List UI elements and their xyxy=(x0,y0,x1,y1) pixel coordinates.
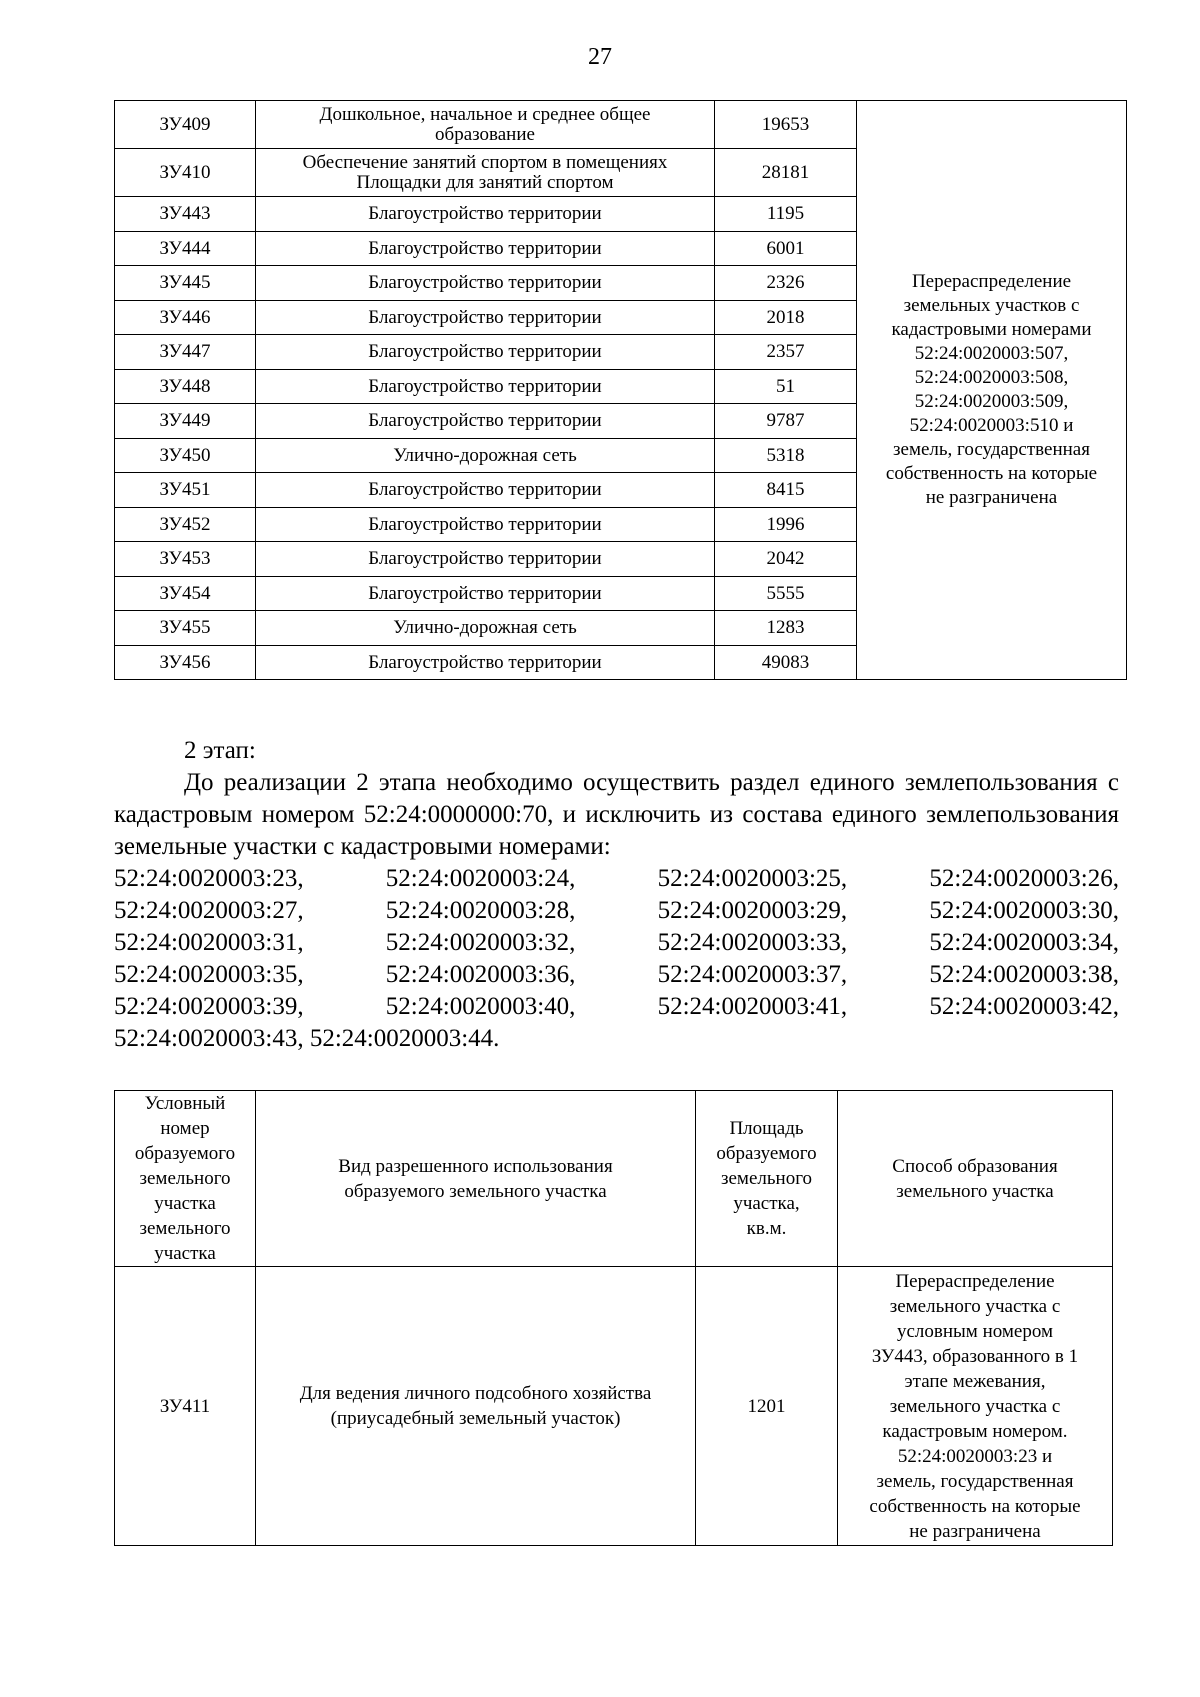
header-line: кв.м. xyxy=(746,1218,787,1239)
stage-title: 2 этап: xyxy=(184,737,256,764)
cadastral-row xyxy=(114,895,1119,927)
method-line: 52:24:0020003:508, xyxy=(914,367,1069,388)
parcel-use: Улично-дорожная сеть xyxy=(256,438,715,473)
cadastral-number: 52:24:0020003:32, xyxy=(385,929,576,956)
method-line: земель, государственная xyxy=(876,1470,1074,1492)
method-line: Перераспределение xyxy=(895,1270,1055,1292)
header-line: земельного xyxy=(720,1168,813,1189)
parcel-code: ЗУ448 xyxy=(115,369,256,404)
method-line: собственность на которые xyxy=(885,463,1098,484)
parcel-area: 1201 xyxy=(696,1267,838,1546)
method-line: земельных участков с xyxy=(903,295,1080,316)
cadastral-numbers-last-line: 52:24:0020003:43, 52:24:0020003:44. xyxy=(114,1025,500,1052)
parcel-code: ЗУ445 xyxy=(115,266,256,301)
cadastral-number: 52:24:0020003:39, xyxy=(114,993,304,1020)
parcel-use: Благоустройство территории xyxy=(256,404,715,439)
parcel-code: ЗУ446 xyxy=(115,300,256,335)
method-line: 52:24:0020003:507, xyxy=(914,343,1069,364)
cadastral-number: 52:24:0020003:35, xyxy=(114,961,304,988)
method-line: собственность на которые xyxy=(869,1495,1081,1517)
parcels-table-stage2 xyxy=(114,1090,1113,1546)
cadastral-row xyxy=(114,927,1119,959)
parcel-area: 2018 xyxy=(715,300,857,335)
parcel-use-line: Площадки для занятий спортом xyxy=(356,171,614,193)
parcel-area: 19653 xyxy=(715,101,857,149)
header-permitted-use xyxy=(256,1091,696,1267)
cadastral-row xyxy=(114,959,1119,991)
parcel-use: Благоустройство территории xyxy=(256,576,715,611)
method-line: 52:24:0020003:23 и xyxy=(897,1445,1053,1467)
method-line: земель, государственная xyxy=(893,439,1090,460)
parcel-code: ЗУ449 xyxy=(115,404,256,439)
parcel-code: ЗУ447 xyxy=(115,335,256,370)
parcel-use xyxy=(256,101,715,149)
table-row xyxy=(115,1267,1113,1546)
parcel-use: Благоустройство территории xyxy=(256,507,715,542)
header-parcel-number xyxy=(115,1091,256,1267)
parcel-method xyxy=(857,101,1127,680)
cadastral-number: 52:24:0020003:25, xyxy=(657,865,848,892)
parcel-area: 1996 xyxy=(715,507,857,542)
parcel-use-line: Дошкольное, начальное и среднее общее xyxy=(319,103,651,125)
parcel-area: 49083 xyxy=(715,645,857,680)
cadastral-number: 52:24:0020003:27, xyxy=(114,897,304,924)
method-line: условным номером xyxy=(896,1320,1054,1342)
parcel-area: 28181 xyxy=(715,149,857,197)
cadastral-numbers-list xyxy=(114,863,1119,1055)
method-line: ЗУ443, образованного в 1 xyxy=(871,1345,1079,1367)
parcel-code: ЗУ452 xyxy=(115,507,256,542)
cadastral-number: 52:24:0020003:31, xyxy=(114,929,304,956)
parcel-code: ЗУ409 xyxy=(115,101,256,149)
parcel-code: ЗУ456 xyxy=(115,645,256,680)
parcel-area: 9787 xyxy=(715,404,857,439)
parcel-code: ЗУ444 xyxy=(115,231,256,266)
cadastral-number: 52:24:0020003:28, xyxy=(385,897,576,924)
parcel-code: ЗУ451 xyxy=(115,473,256,508)
method-line: 52:24:0020003:509, xyxy=(914,391,1069,412)
method-line: 52:24:0020003:510 и xyxy=(909,415,1074,436)
method-line: земельного участка с xyxy=(889,1295,1061,1317)
cadastral-number: 52:24:0020003:41, xyxy=(657,993,848,1020)
header-line: земельного xyxy=(139,1168,231,1189)
header-line: участка xyxy=(154,1243,216,1264)
header-line: Площадь xyxy=(729,1118,804,1139)
parcel-use: Благоустройство территории xyxy=(256,266,715,301)
cadastral-number: 52:24:0020003:42, xyxy=(929,993,1119,1020)
header-line: номер xyxy=(160,1118,210,1139)
header-line: Способ образования xyxy=(892,1155,1058,1177)
parcel-area: 2326 xyxy=(715,266,857,301)
table-header-row xyxy=(115,1091,1113,1267)
parcel-use: Благоустройство территории xyxy=(256,473,715,508)
parcel-code: ЗУ455 xyxy=(115,611,256,646)
parcel-use: Благоустройство территории xyxy=(256,369,715,404)
parcel-area: 5318 xyxy=(715,438,857,473)
header-line: образуемого xyxy=(716,1143,817,1164)
cadastral-number: 52:24:0020003:40, xyxy=(385,993,576,1020)
header-line: образуемого земельного участка xyxy=(344,1180,607,1202)
header-line: земельного xyxy=(139,1218,231,1239)
parcel-area: 8415 xyxy=(715,473,857,508)
parcel-use xyxy=(256,149,715,197)
parcel-use: Благоустройство территории xyxy=(256,300,715,335)
cadastral-number: 52:24:0020003:38, xyxy=(929,961,1119,988)
parcel-method xyxy=(838,1267,1113,1546)
header-line: Вид разрешенного использования xyxy=(338,1155,613,1177)
header-formation-method xyxy=(838,1091,1113,1267)
page-number: 27 xyxy=(588,44,612,70)
parcel-code: ЗУ454 xyxy=(115,576,256,611)
header-line: земельного участка xyxy=(896,1180,1054,1202)
cadastral-row xyxy=(114,863,1119,895)
cadastral-number: 52:24:0020003:36, xyxy=(385,961,576,988)
cadastral-number: 52:24:0020003:24, xyxy=(385,865,576,892)
cadastral-number: 52:24:0020003:26, xyxy=(929,865,1119,892)
parcel-use: Благоустройство территории xyxy=(256,231,715,266)
cadastral-number: 52:24:0020003:34, xyxy=(929,929,1119,956)
parcel-area: 6001 xyxy=(715,231,857,266)
parcel-use-line: Обеспечение занятий спортом в помещениях xyxy=(302,151,668,173)
parcel-use: Благоустройство территории xyxy=(256,542,715,577)
method-line: Перераспределение xyxy=(911,271,1072,292)
header-line: Условный xyxy=(144,1093,226,1114)
parcel-area: 5555 xyxy=(715,576,857,611)
cadastral-number: 52:24:0020003:30, xyxy=(929,897,1119,924)
parcel-code: ЗУ453 xyxy=(115,542,256,577)
method-line: не разграничена xyxy=(925,487,1058,508)
cadastral-row xyxy=(114,991,1119,1023)
header-line: участка xyxy=(154,1193,216,1214)
parcel-use xyxy=(256,1267,696,1546)
parcel-area: 2042 xyxy=(715,542,857,577)
cadastral-number: 52:24:0020003:29, xyxy=(657,897,848,924)
parcel-code: ЗУ411 xyxy=(115,1267,256,1546)
method-line: кадастровым номером. xyxy=(882,1420,1068,1442)
use-line: (приусадебный земельный участок) xyxy=(330,1408,621,1429)
parcel-use: Благоустройство территории xyxy=(256,335,715,370)
parcel-use: Благоустройство территории xyxy=(256,197,715,232)
parcel-use: Улично-дорожная сеть xyxy=(256,611,715,646)
cadastral-number: 52:24:0020003:37, xyxy=(657,961,848,988)
parcel-area: 51 xyxy=(715,369,857,404)
parcel-use-line: образование xyxy=(435,123,535,145)
parcel-code: ЗУ450 xyxy=(115,438,256,473)
use-line: Для ведения личного подсобного хозяйства xyxy=(299,1383,652,1404)
parcel-area: 2357 xyxy=(715,335,857,370)
method-line: земельного участка с xyxy=(889,1395,1061,1417)
parcels-table-stage1 xyxy=(114,100,1127,680)
cadastral-number: 52:24:0020003:33, xyxy=(657,929,848,956)
method-line: кадастровыми номерами xyxy=(891,319,1092,340)
table-row xyxy=(115,101,1127,149)
method-line: не разграничена xyxy=(909,1520,1041,1542)
parcel-area: 1283 xyxy=(715,611,857,646)
cadastral-number: 52:24:0020003:23, xyxy=(114,865,304,892)
method-line: этапе межевания, xyxy=(904,1370,1046,1392)
parcel-use: Благоустройство территории xyxy=(256,645,715,680)
header-area xyxy=(696,1091,838,1267)
header-line: участка, xyxy=(733,1193,800,1214)
parcel-code: ЗУ410 xyxy=(115,149,256,197)
stage-description: До реализации 2 этапа необходимо осуществить раздел единого землепользования с кадастровым номером 52:24:0000000:70, и исключить из состава единого землепользования земельные участки с кадастровыми номерами: xyxy=(114,769,1119,860)
parcel-code: ЗУ443 xyxy=(115,197,256,232)
parcel-area: 1195 xyxy=(715,197,857,232)
header-line: образуемого xyxy=(134,1143,236,1164)
